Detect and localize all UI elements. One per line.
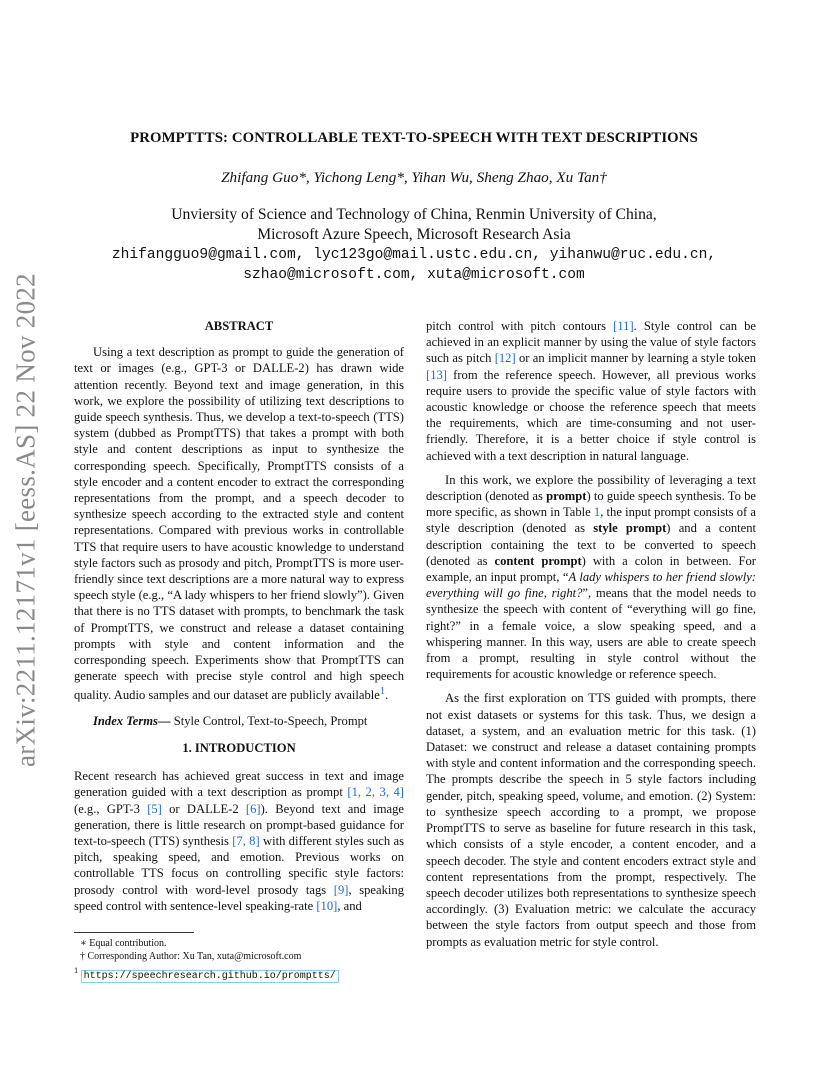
authors: Zhifang Guo*, Yichong Leng*, Yihan Wu, Sheng Zhao, Xu Tan† — [221, 169, 607, 186]
footnote-equal: ∗ Equal contribution. — [80, 938, 167, 949]
paper-title: PROMPTTTS: CONTROLLABLE TEXT-TO-SPEECH WITH TEXT DESCRIPTIONS — [130, 130, 698, 146]
right-paragraph-2: In this work, we explore the possibility of leveraging a text description (denoted as prompt) to guide speech synthesis. To be more specific, as shown in Table 1, the input prompt consists of a style description (denoted as style prompt) and a content description containing the text to be converted to speech (denoted as content prompt) with a colon in between. For example, an input prompt, “A lady whispers to her friend slowly: everything will go fine, right?”, means that the model needs to synthesize the speech with content of “everything will go fine, right?” in a female voice, a slow speaking speed, and a whispering manner. In this way, users are able to create speech from a prompt, resulting in style control without the requirements for acoustic knowledge or reference speech. — [426, 472, 757, 682]
citation[interactable]: [11] — [613, 319, 634, 333]
affiliation-line-2: Microsoft Azure Speech, Microsoft Research Asia — [257, 226, 571, 243]
citation[interactable]: [6] — [245, 801, 261, 816]
affiliations — [70, 205, 758, 245]
abstract-heading: ABSTRACT — [204, 319, 274, 333]
right-paragraph-1: pitch control with pitch contours [11]. Style control can be achieved in an explicit manner by using the value of style factors such as pitch [12] or an implicit manner by learning a style token [13] from the reference speech. However, all previous works require users to provide the specific value of style factors with acoustic knowledge or choose the reference speech that meets the requirements, which are time-consuming and not user-friendly. Therefore, it is a better choice if style control is achieved with a text description in natural language. — [426, 319, 756, 463]
citation[interactable]: [9] — [333, 882, 349, 897]
email-line-2: szhao@microsoft.com, xuta@microsoft.com — [243, 267, 585, 283]
left-column — [74, 318, 404, 914]
affiliation-line-1: Unviersity of Science and Technology of China, Renmin University of China, — [171, 206, 657, 223]
citation[interactable]: [1, 2, 3, 4] — [347, 785, 404, 800]
footnote-divider — [74, 932, 194, 933]
footnotes — [74, 938, 404, 983]
citation[interactable]: [7, 8] — [232, 834, 260, 849]
author-emails — [60, 245, 768, 285]
footnote-url: $^1$ https://speechresearch.github.io/promptts/ — [74, 965, 404, 983]
right-column — [426, 318, 756, 950]
arxiv-identifier: arXiv:2211.12171v1 [eess.AS] 22 Nov 2022 — [10, 273, 41, 767]
intro-heading: 1. INTRODUCTION — [182, 741, 296, 756]
footnote-ref[interactable]: 1 — [379, 686, 386, 698]
index-terms: Index Terms— Style Control, Text-to-Speech, Prompt — [93, 713, 368, 728]
citation[interactable]: [10] — [316, 898, 338, 913]
right-paragraph-3: As the first exploration on TTS guided with prompts, there not exist datasets or systems for this task. Thus, we design a dataset, a system, and an evaluation metric for this task. (1) Dataset: we construct and release a dataset containing prompts with style and content information and the corresponding speech. The prompts describe the speech in 5 style factors including gender, pitch, speaking speed, volume, and emotion. (2) System: to synthesize speech according to a prompt, we propose PromptTTS to serve as baseline for future research in this task, which consists of a style encoder, a content encoder, and a speech decoder. The style and content encoders extract style and content representations from the prompt, respectively. The speech decoder utilizes both representations to synthesize speech accordingly. (3) Evaluation metric: we calculate the accuracy between the style factors from output speech and those from prompts as evaluation metric for style control. — [426, 691, 756, 949]
footnote-corresponding: † Corresponding Author: Xu Tan, xuta@microsoft.com — [80, 950, 302, 962]
citation[interactable]: [12] — [494, 351, 516, 366]
citation[interactable]: [13] — [426, 367, 447, 382]
intro-paragraph: Recent research has achieved great success in text and image generation guided with a text description as prompt [1, 2, 3, 4] (e.g., GPT-3 [5] or DALLE-2 [6]). Beyond text and image generation, there is little research on prompt-based guidance for text-to-speech (TTS) synthesis [7, 8] with different styles such as pitch, speaking speed, and emotion. Previous works on controllable TTS focus on controlling specific style factors: prosody control with word-level prosody tags [9], speaking speed control with sentence-level speaking-rate [10], and — [74, 769, 405, 913]
project-url-link[interactable]: https://speechresearch.github.io/promptts/ — [81, 970, 339, 983]
email-line-1: zhifangguo9@gmail.com, lyc123go@mail.ustc.edu.cn, yihanwu@ruc.edu.cn, — [111, 247, 717, 263]
table-reference[interactable]: 1 — [593, 505, 601, 520]
citation[interactable]: [5] — [147, 801, 162, 816]
abstract-text: Using a text description as prompt to guide the generation of text or images (e.g., GPT-3 or DALLE-2) has drawn wide attention recently. Beyond text and image generation, in this work, we explore the possibility of utilizing text descriptions to guide speech synthesis. Thus, we develop a text-to-speech (TTS) system (dubbed as PromptTTS) that takes a prompt with both style and content descriptions as input to synthesize the corresponding speech. Specifically, PromptTTS consists of a style encoder and a content encoder to extract the corresponding representations from the prompt, and a speech decoder to synthesize speech according to the extracted style and content representations. Compared with previous works in controllable TTS that require users to have acoustic knowledge to understand style factors such as prosody and pitch, PromptTTS is more user-friendly since text descriptions are a more natural way to express speech style (e.g., “A lady whispers to her friend slowly”). Given that there is no TTS dataset with prompts, to benchmark the task of PromptTTS, we construct and release a dataset containing prompts with style and content information and the corresponding speech. Experiments show that PromptTTS can generate speech with precise style control and high speech quality. Audio samples and our dataset are publicly available$^1$. — [74, 345, 404, 703]
